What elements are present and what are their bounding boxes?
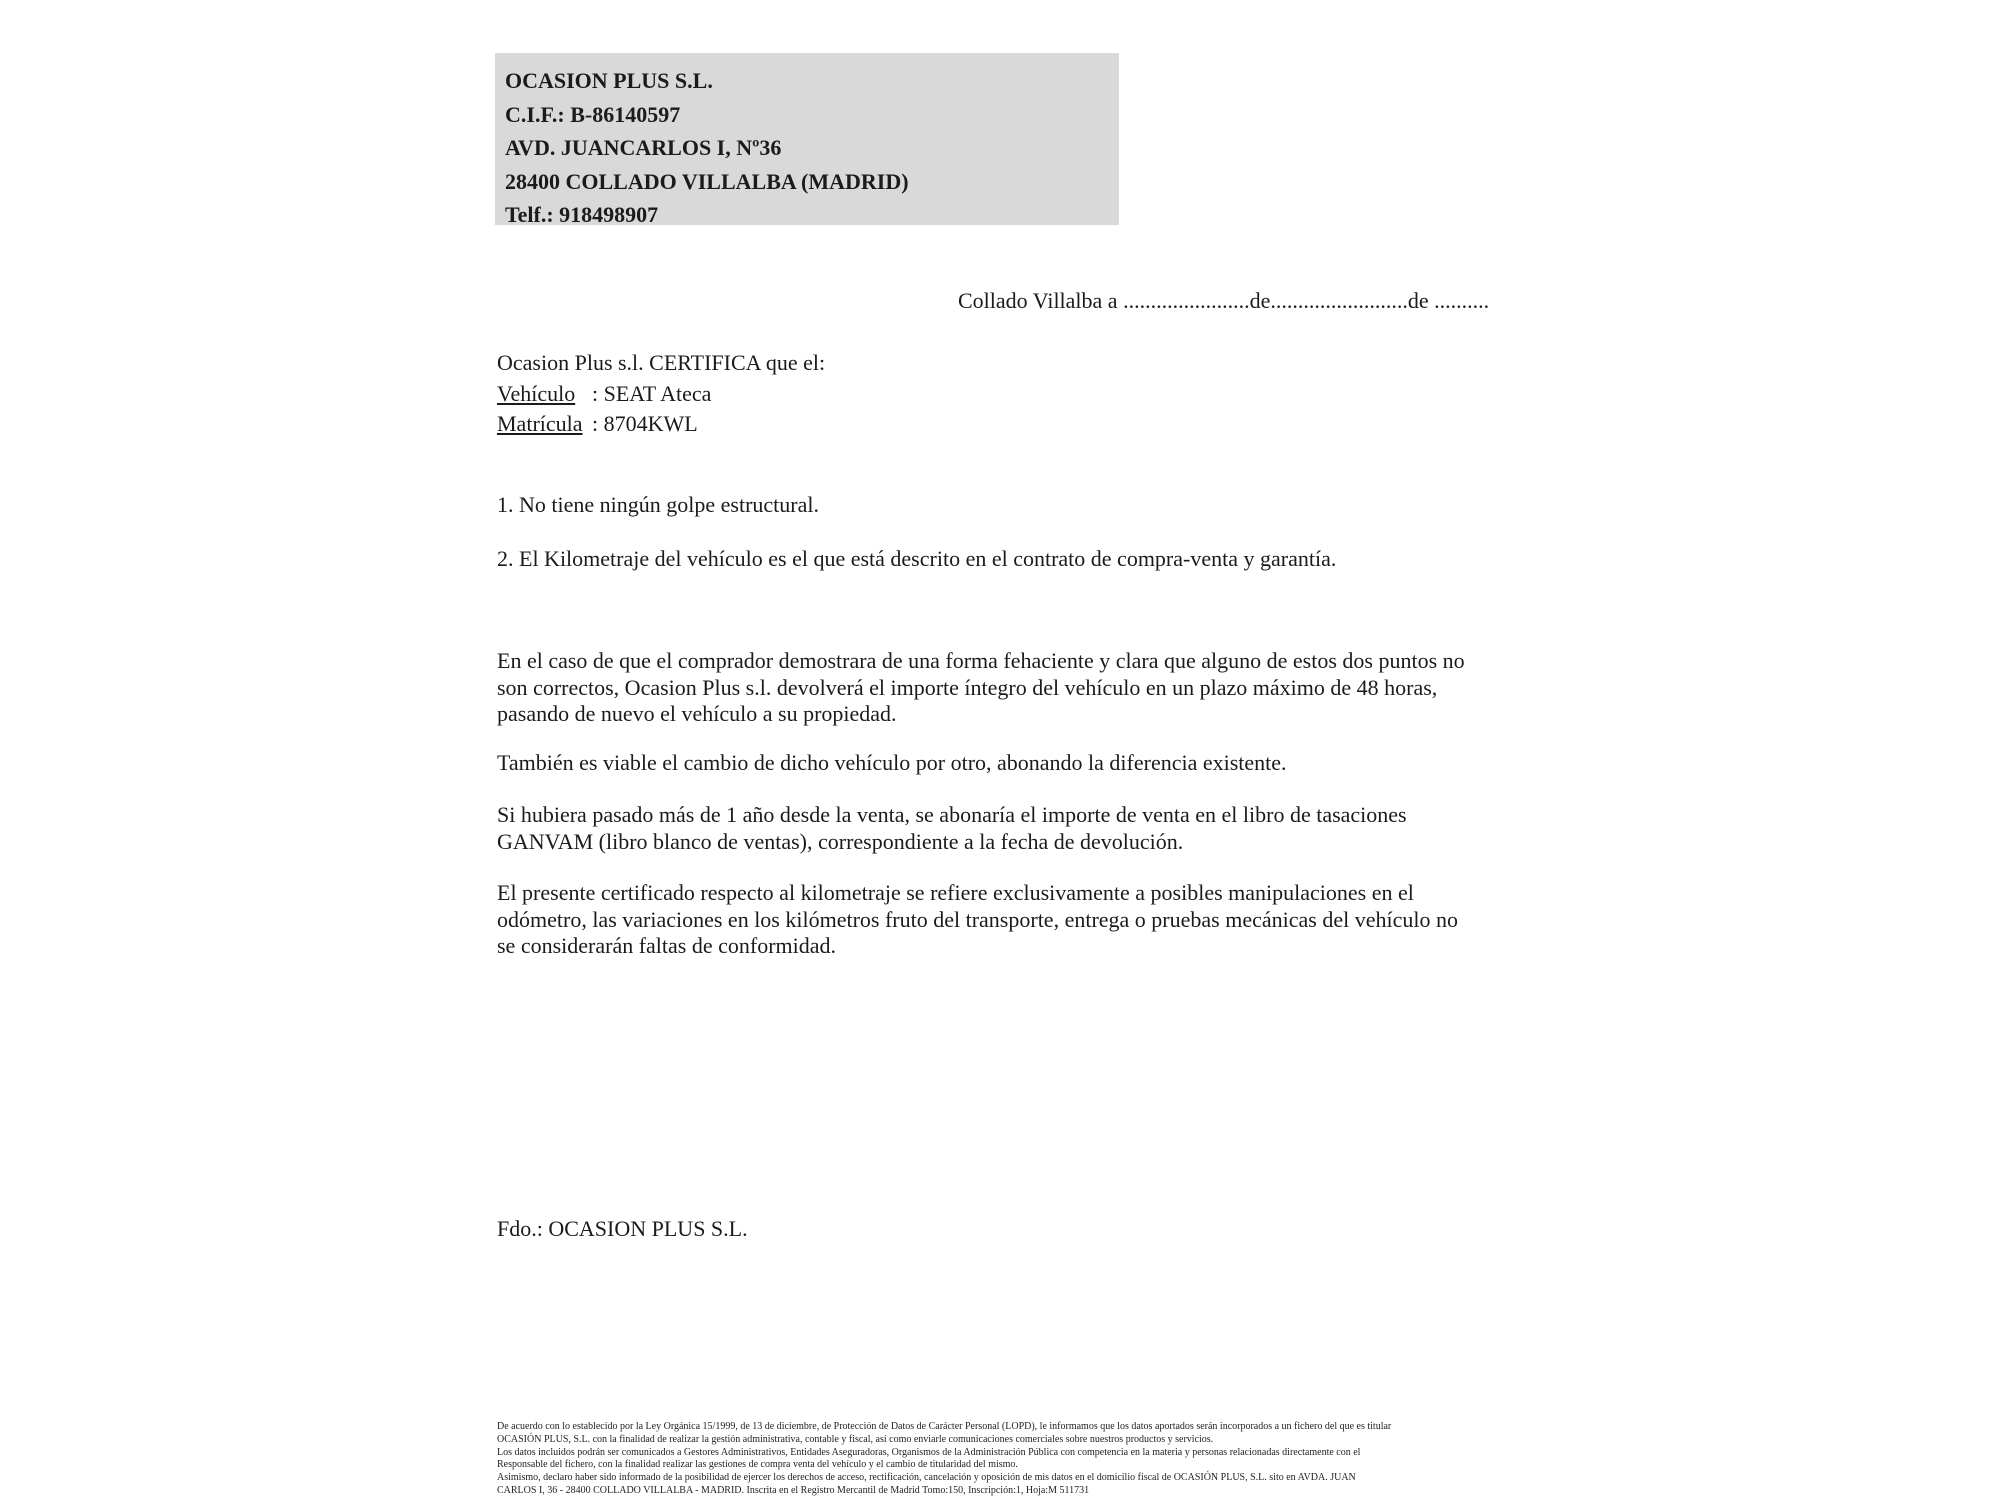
paragraph-ganvam [497, 802, 1407, 855]
legal-footer-line: OCASIÓN PLUS, S.L. con la finalidad de realizar la gestión administrativa, contable y fiscal, así como enviarle comunicaciones comerciales sobre nuestros productos y servicios. [497, 1433, 1214, 1445]
company-phone: Telf.: 918498907 [505, 202, 659, 227]
company-city: 28400 COLLADO VILLALBA (MADRID) [505, 168, 909, 194]
clause-2: 2. El Kilometraje del vehículo es el que está descrito en el contrato de compra-venta y garantía. [497, 546, 1337, 571]
paragraph-exchange [497, 750, 1287, 777]
company-cif: C.I.F.: B-86140597 [505, 101, 681, 127]
signature-line: Fdo.: OCASION PLUS S.L. [497, 1216, 748, 1241]
legal-footer-line: CARLOS I, 36 - 28400 COLLADO VILLALBA - MADRID. Inscrita en el Registro Mercantil de Madrid Tomo:150, Inscripción:1, Hoja:M 511731 [497, 1484, 1090, 1496]
paragraph-line: GANVAM (libro blanco de ventas), correspondiente a la fecha de devolución. [497, 828, 1184, 854]
paragraph-refund [497, 648, 1465, 728]
paragraph-line: son correctos, Ocasion Plus s.l. devolverá el importe íntegro del vehículo en un plazo máximo de 48 horas, [497, 674, 1438, 700]
company-header-block [495, 53, 1119, 225]
matricula-value: : 8704KWL [592, 411, 698, 436]
certification-block [497, 348, 825, 440]
vehicle-field [497, 379, 825, 410]
legal-footer-line: Los datos incluidos podrán ser comunicados a Gestores Administrativos, Entidades Aseguradoras, Organismos de la Administración Pública con competencia en la materia y personas relacionadas directamente con el [497, 1446, 1361, 1458]
company-address: AVD. JUANCARLOS I, Nº36 [505, 135, 782, 160]
legal-footer [497, 1421, 1391, 1498]
legal-footer-line: Responsable del fichero, con la finalidad realizar las gestiones de compra venta del vehículo y el cambio de titularidad del mismo. [497, 1459, 1018, 1471]
paragraph-line: Si hubiera pasado más de 1 año desde la venta, se abonaría el importe de venta en el libro de tasaciones [497, 802, 1407, 827]
paragraph-line: En el caso de que el comprador demostrara de una forma fehaciente y clara que alguno de estos dos puntos no [497, 648, 1465, 673]
date-line: Collado Villalba a .......................de.........................de .......... [958, 288, 1490, 313]
paragraph-line: pasando de nuevo el vehículo a su propiedad. [497, 701, 897, 726]
vehicle-value: : SEAT Ateca [592, 380, 712, 406]
paragraph-line: También es viable el cambio de dicho vehículo por otro, abonando la diferencia existente. [497, 750, 1287, 775]
paragraph-odometer [497, 880, 1458, 960]
legal-footer-line: Asimismo, declaro haber sido informado de la posibilidad de ejercer los derechos de acceso, rectificación, cancelación y oposición de mis datos en el domicilio fiscal de OCASIÓN PLUS, S.L. sito en AVDA. JUAN [497, 1472, 1356, 1484]
matricula-label: Matrícula [497, 411, 583, 436]
matricula-field [497, 409, 825, 440]
vehicle-label: Vehículo [497, 380, 576, 406]
clause-1: 1. No tiene ningún golpe estructural. [497, 492, 819, 517]
company-name: OCASION PLUS S.L. [505, 68, 713, 93]
legal-footer-line: De acuerdo con lo establecido por la Ley Orgánica 15/1999, de 13 de diciembre, de Protección de Datos de Carácter Personal (LOPD), le informamos que los datos aportados serán incorporados a un fichero del que es titular [497, 1421, 1392, 1432]
paragraph-line: odómetro, las variaciones en los kilómetros fruto del transporte, entrega o pruebas mecánicas del vehículo no [497, 906, 1458, 932]
paragraph-line: se considerarán faltas de conformidad. [497, 933, 837, 958]
certify-intro: Ocasion Plus s.l. CERTIFICA que el: [497, 350, 826, 375]
paragraph-line: El presente certificado respecto al kilometraje se refiere exclusivamente a posibles manipulaciones en el [497, 880, 1414, 905]
